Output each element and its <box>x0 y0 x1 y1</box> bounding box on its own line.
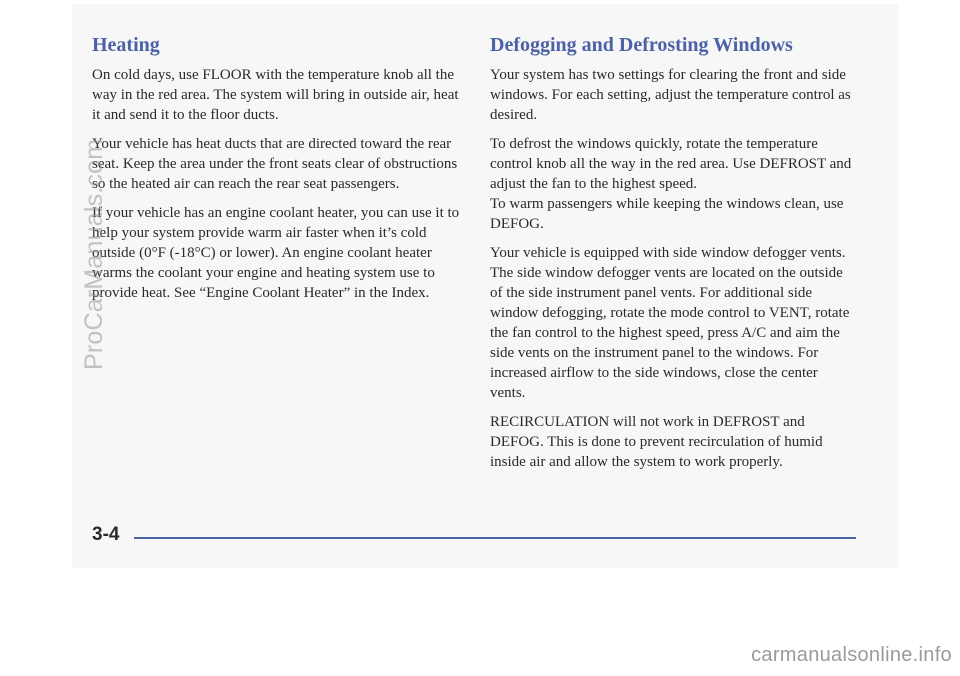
defog-paragraph-4: Your vehicle is equipped with side window defogger vents. The side window defogger vents are located on the outside of the side instrument panel vents. For additional side window defogging, rotate the mode control to VENT, rotate the fan control to the highest speed, press A/C and aim the side vents on the instrument panel to the windows. For increased airflow to the side windows, close the center vents. <box>490 245 850 401</box>
heating-column <box>92 65 468 303</box>
heading-heating: Heating <box>92 34 160 56</box>
page-number: 3-4 <box>92 524 120 545</box>
defog-paragraph-5: RECIRCULATION will not work in DEFROST and DEFOG. This is done to prevent recirculation of humid inside air and allow the system to work properly. <box>490 414 823 470</box>
heating-paragraph-2: Your vehicle has heat ducts that are directed toward the rear seat. Keep the area under the front seats clear of obstructions so the heated air can reach the rear seat passengers. <box>92 136 458 192</box>
heating-paragraph-1: On cold days, use FLOOR with the temperature knob all the way in the red area. The system will bring in outside air, heat it and send it to the floor ducts. <box>92 67 459 123</box>
defog-paragraph-3: To warm passengers while keeping the windows clean, use DEFOG. <box>490 196 844 232</box>
watermark-procarmanuals: ProCarManuals.com <box>80 138 108 370</box>
defog-paragraph-2: To defrost the windows quickly, rotate the temperature control knob all the way in the red area. Use DEFROST and adjust the fan to the highest speed. <box>490 136 852 192</box>
defogging-column <box>490 65 856 472</box>
footer-rule <box>134 537 856 539</box>
defog-paragraph-1: Your system has two settings for clearing the front and side windows. For each setting, adjust the temperature control as desired. <box>490 67 851 123</box>
footer-watermark: carmanualsonline.info <box>751 644 952 666</box>
heating-paragraph-3: If your vehicle has an engine coolant heater, you can use it to help your system provide warm air faster when it’s cold outside (0°F (-18°C) or lower). An engine coolant heater warms the coolant your engine and heating system use to provide heat. See “Engine Coolant Heater” in the Index. <box>92 205 460 301</box>
heading-defogging: Defogging and Defrosting Windows <box>490 34 793 56</box>
